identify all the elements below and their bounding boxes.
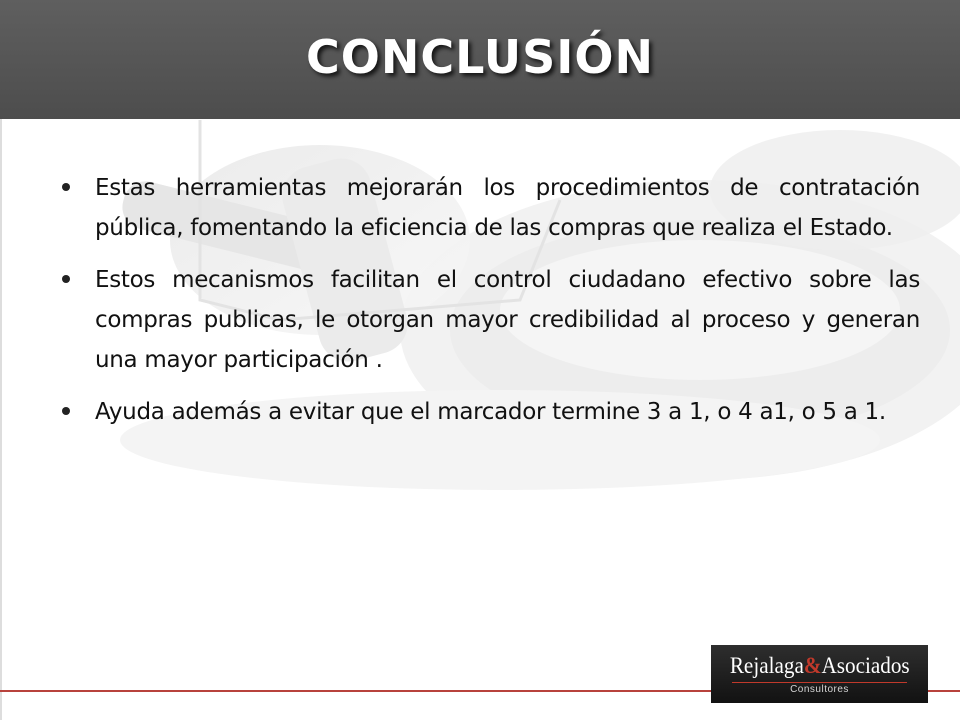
- bullet-content: [62, 168, 920, 444]
- company-logo: [711, 645, 928, 703]
- bullet-dot-icon: [62, 275, 70, 283]
- bullet-item: [62, 168, 920, 248]
- bullet-text: Estos mecanismos facilitan el control ciudadano efectivo sobre las compras publicas, le otorgan mayor credibilidad al proceso y generan una mayor participación .: [95, 267, 920, 373]
- logo-name-part2: Asociados: [821, 653, 910, 678]
- bullet-list: [62, 168, 920, 432]
- bullet-item: [62, 260, 920, 380]
- bullet-dot-icon: [62, 183, 70, 191]
- logo-subtitle: Consultores: [790, 684, 849, 695]
- logo-name-part1: Rejalaga: [729, 653, 804, 678]
- bullet-text: Estas herramientas mejorarán los procedimientos de contratación pública, fomentando la eficiencia de las compras que realiza el Estado.: [95, 175, 920, 241]
- logo-ampersand: &: [803, 653, 822, 678]
- logo-rule-line: [732, 682, 907, 683]
- left-border-line: [0, 119, 2, 720]
- bullet-item: [62, 392, 920, 432]
- title-bar: [0, 0, 960, 119]
- logo-name: [730, 653, 910, 679]
- bullet-dot-icon: [62, 407, 70, 415]
- bullet-text: Ayuda además a evitar que el marcador termine 3 a 1, o 4 a1, o 5 a 1.: [95, 399, 886, 425]
- slide-title: CONCLUSIÓN: [306, 29, 654, 84]
